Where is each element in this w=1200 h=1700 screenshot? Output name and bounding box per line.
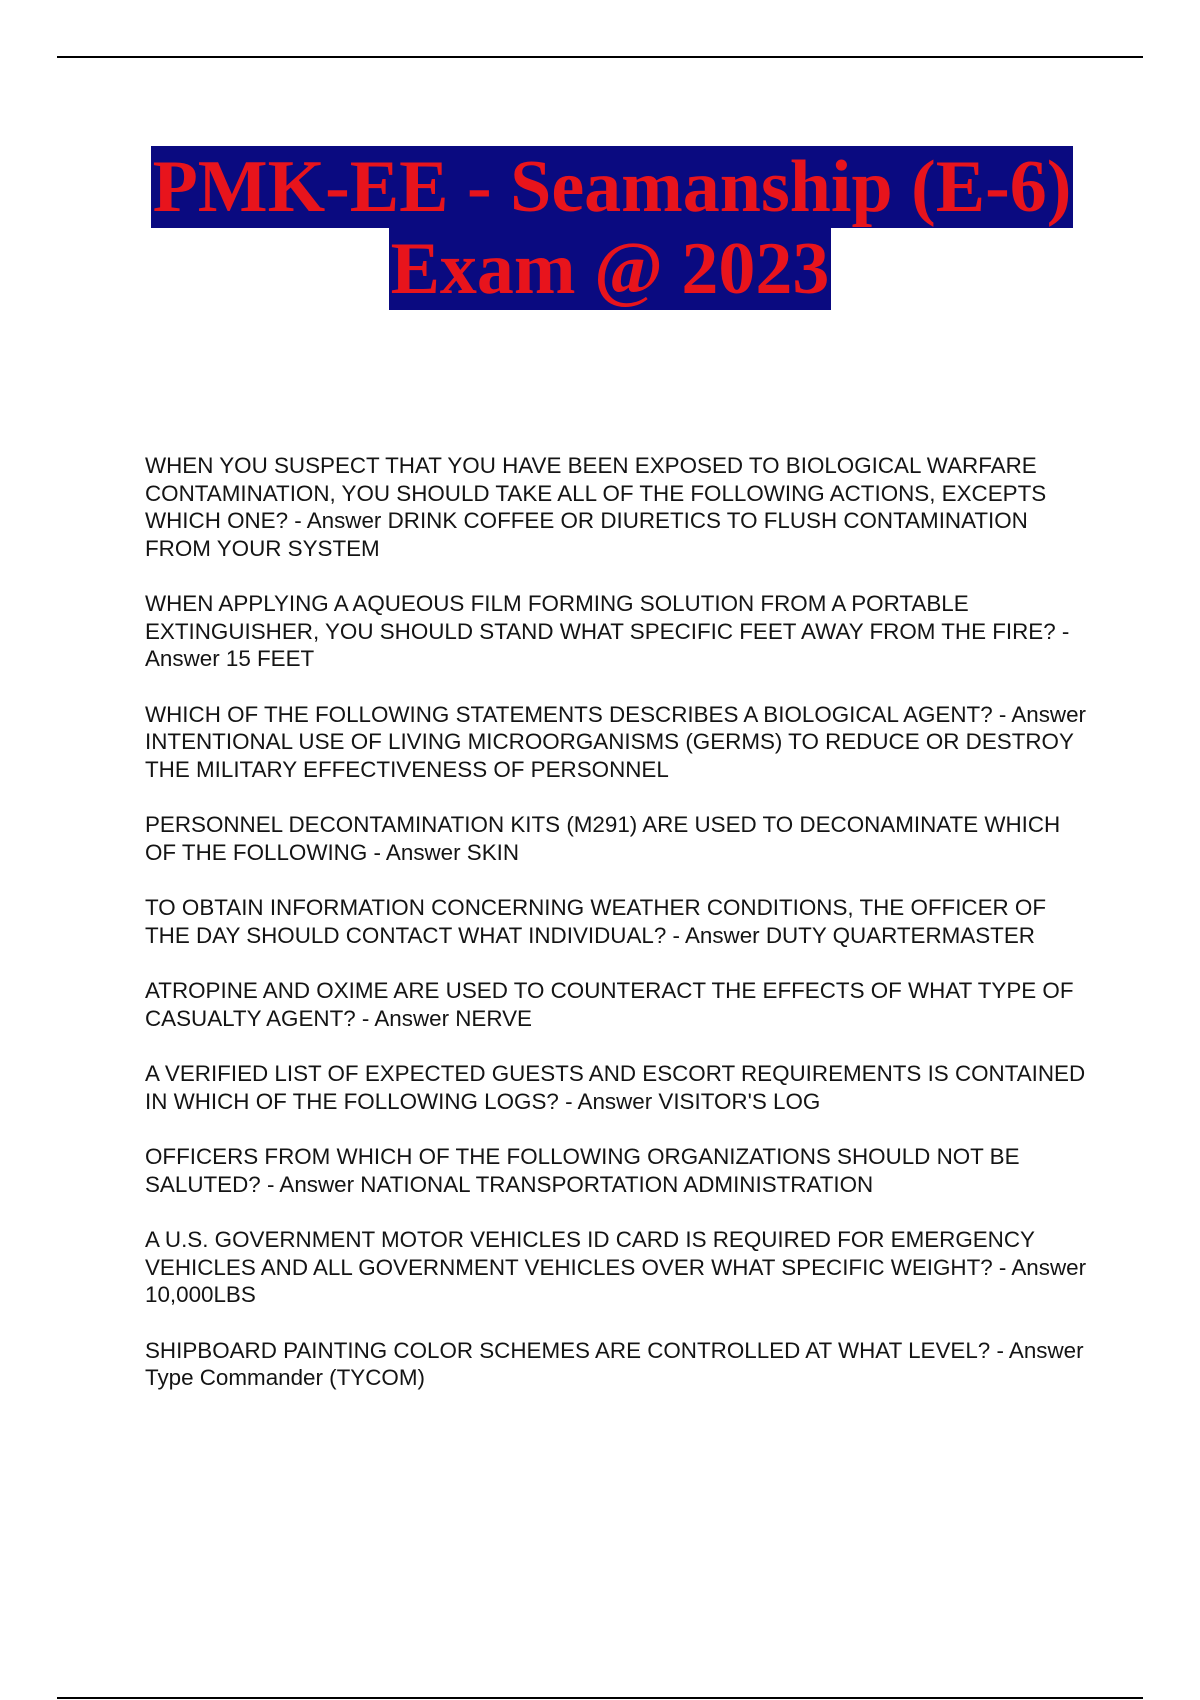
qa-item: WHICH OF THE FOLLOWING STATEMENTS DESCRIBES A BIOLOGICAL AGENT? - Answer INTENTIONAL USE OF LIVING MICROORGANISMS (GERMS) TO REDUCE OR DESTROY THE MILITARY EFFECTIVENESS OF PERSONNEL — [145, 701, 1086, 782]
qa-item: WHEN YOU SUSPECT THAT YOU HAVE BEEN EXPOSED TO BIOLOGICAL WARFARE CONTAMINATION, YOU SHOULD TAKE ALL OF THE FOLLOWING ACTIONS, EXCEPTS WHICH ONE? - Answer DRINK COFFEE OR DIURETICS TO FLUSH CONTAMINATION FROM YOUR SYSTEM — [145, 453, 1047, 561]
qa-item: OFFICERS FROM WHICH OF THE FOLLOWING ORGANIZATIONS SHOULD NOT BE SALUTED? - Answer NATIONAL TRANSPORTATION ADMINISTRATION — [145, 1144, 1020, 1197]
question-answer-list — [145, 452, 1095, 1420]
qa-item: A VERIFIED LIST OF EXPECTED GUESTS AND ESCORT REQUIREMENTS IS CONTAINED IN WHICH OF THE FOLLOWING LOGS? - Answer VISITOR'S LOG — [145, 1061, 1086, 1114]
title-line-2: Exam @ 2023 — [390, 228, 830, 310]
top-rule — [57, 56, 1143, 58]
qa-item: TO OBTAIN INFORMATION CONCERNING WEATHER CONDITIONS, THE OFFICER OF THE DAY SHOULD CONTACT WHAT INDIVIDUAL? - Answer DUTY QUARTERMASTER — [145, 895, 1047, 948]
qa-item: A U.S. GOVERNMENT MOTOR VEHICLES ID CARD IS REQUIRED FOR EMERGENCY VEHICLES AND ALL GOVERNMENT VEHICLES OVER WHAT SPECIFIC WEIGHT? - Answer 10,000LBS — [145, 1227, 1087, 1307]
title-line-1: PMK-EE - Seamanship (E-6) — [152, 146, 1072, 228]
qa-item: PERSONNEL DECONTAMINATION KITS (M291) ARE USED TO DECONAMINATE WHICH OF THE FOLLOWING - Answer SKIN — [145, 812, 1061, 865]
qa-item: WHEN APPLYING A AQUEOUS FILM FORMING SOLUTION FROM A PORTABLE EXTINGUISHER, YOU SHOULD STAND WHAT SPECIFIC FEET AWAY FROM THE FIRE? - Answer 15 FEET — [145, 591, 1070, 671]
qa-item: SHIPBOARD PAINTING COLOR SCHEMES ARE CONTROLLED AT WHAT LEVEL? - Answer Type Commander (TYCOM) — [145, 1337, 1084, 1390]
bottom-rule — [57, 1697, 1143, 1699]
document-title — [0, 146, 1200, 310]
qa-item: ATROPINE AND OXIME ARE USED TO COUNTERACT THE EFFECTS OF WHAT TYPE OF CASUALTY AGENT? - Answer NERVE — [145, 978, 1074, 1031]
